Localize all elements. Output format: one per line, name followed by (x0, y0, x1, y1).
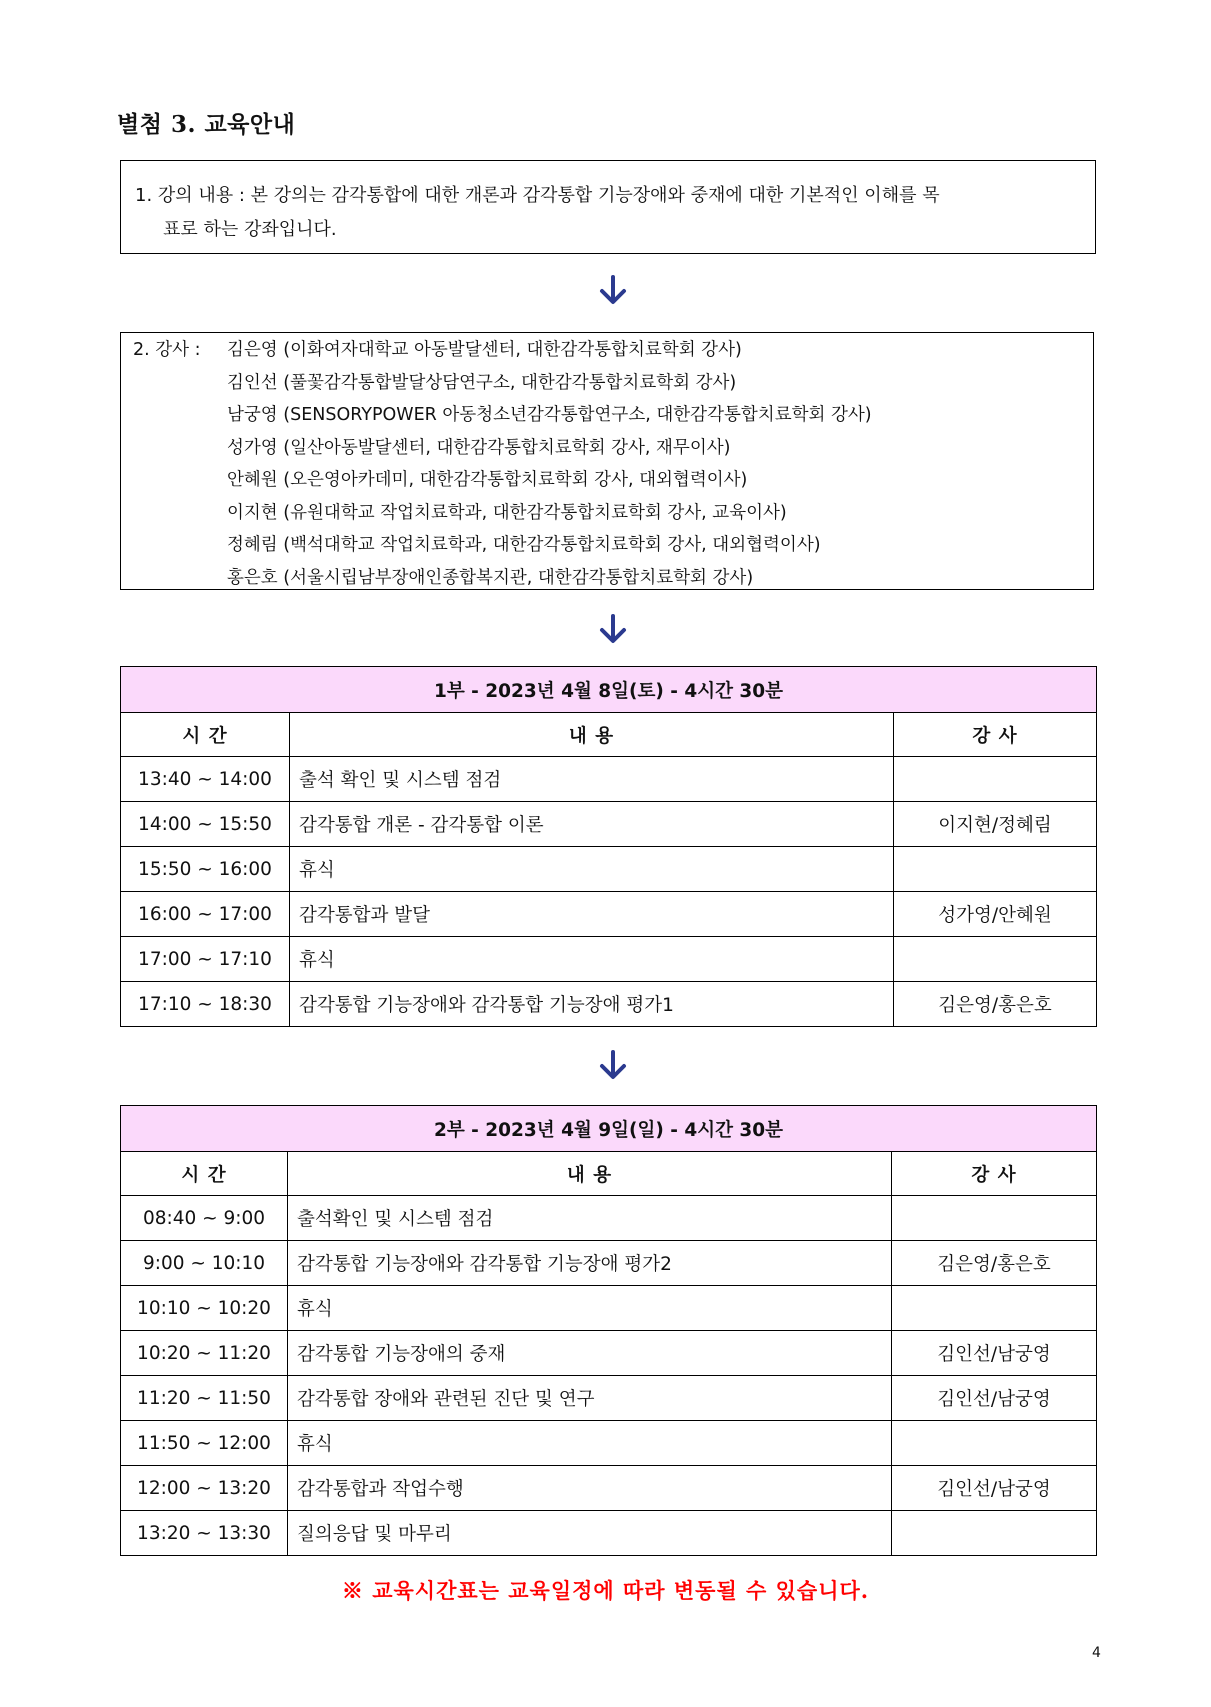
table-row (121, 1421, 1097, 1466)
col-header-time: 시 간 (121, 713, 290, 757)
time-cell: 10:10 ~ 10:20 (121, 1286, 288, 1331)
time-cell: 17:00 ~ 17:10 (121, 937, 290, 982)
content-cell: 감각통합과 작업수행 (288, 1466, 892, 1511)
instructor-item: 홍은호 (서울시립남부장애인종합복지관, 대한감각통합치료학회 강사) (227, 567, 754, 588)
lecture-content-box (120, 160, 1096, 254)
session2-title: 2부 - 2023년 4월 9일(일) - 4시간 30분 (121, 1106, 1097, 1152)
content-cell: 휴식 (288, 1421, 892, 1466)
down-arrow-icon (593, 273, 633, 309)
col-header-lecturer: 강 사 (894, 713, 1097, 757)
lecturer-cell: 이지현/정혜림 (894, 802, 1097, 847)
lecturer-cell (892, 1421, 1097, 1466)
table-row (121, 1511, 1097, 1556)
col-header-time: 시 간 (121, 1152, 288, 1196)
content-cell: 휴식 (290, 847, 894, 892)
table-row (121, 1466, 1097, 1511)
time-cell: 9:00 ~ 10:10 (121, 1241, 288, 1286)
instructor-item: 성가영 (일산아동발달센터, 대한감각통합치료학회 강사, 재무이사) (227, 437, 731, 458)
content-cell: 질의응답 및 마무리 (288, 1511, 892, 1556)
lecturer-cell: 성가영/안혜원 (894, 892, 1097, 937)
table-row (121, 1376, 1097, 1421)
session2-schedule-table (120, 1105, 1097, 1556)
instructor-item: 김은영 (이화여자대학교 아동발달센터, 대한감각통합치료학회 강사) (227, 340, 742, 360)
time-cell: 12:00 ~ 13:20 (121, 1466, 288, 1511)
lecturer-cell: 김인선/남궁영 (892, 1331, 1097, 1376)
content-cell: 감각통합 장애와 관련된 진단 및 연구 (288, 1376, 892, 1421)
content-cell: 감각통합 기능장애의 중재 (288, 1331, 892, 1376)
lecturer-cell: 김인선/남궁영 (892, 1376, 1097, 1421)
lecturer-cell (892, 1286, 1097, 1331)
content-cell: 감각통합 기능장애와 감각통합 기능장애 평가1 (290, 982, 894, 1027)
instructor-item: 정혜림 (백석대학교 작업치료학과, 대한감각통합치료학회 강사, 대외협력이사) (227, 535, 821, 555)
instructor-item: 남궁영 (SENSORYPOWER 아동청소년감각통합연구소, 대한감각통합치료학회 강사) (227, 405, 872, 425)
time-cell: 15:50 ~ 16:00 (121, 847, 290, 892)
content-cell: 감각통합과 발달 (290, 892, 894, 937)
content-cell: 휴식 (288, 1286, 892, 1331)
instructor-row (133, 529, 1081, 562)
instructor-row (133, 367, 1081, 400)
time-cell: 11:50 ~ 12:00 (121, 1421, 288, 1466)
content-cell: 출석확인 및 시스템 점검 (288, 1196, 892, 1241)
table-row (121, 802, 1097, 847)
instructor-row (133, 432, 1081, 465)
lecture-content-line1: 1. 강의 내용 : 본 강의는 감각통합에 대한 개론과 감각통합 기능장애와 중재에 대한 기본적인 이해를 목 (135, 185, 940, 206)
down-arrow-icon (593, 1048, 633, 1084)
down-arrow-icon (593, 612, 633, 648)
instructor-item: 이지현 (유원대학교 작업치료학과, 대한감각통합치료학회 강사, 교육이사) (227, 502, 787, 523)
lecture-content-line2: 표로 하는 강좌입니다. (163, 219, 337, 240)
instructor-row (133, 562, 1081, 595)
lecturer-cell: 김은영/홍은호 (894, 982, 1097, 1027)
content-cell: 휴식 (290, 937, 894, 982)
table-row (121, 982, 1097, 1027)
lecturer-cell (892, 1196, 1097, 1241)
time-cell: 08:40 ~ 9:00 (121, 1196, 288, 1241)
time-cell: 17:10 ~ 18:30 (121, 982, 290, 1027)
instructor-row (133, 334, 1081, 367)
content-cell: 감각통합 개론 - 감각통합 이론 (290, 802, 894, 847)
content-cell: 출석 확인 및 시스템 점검 (290, 757, 894, 802)
time-cell: 13:40 ~ 14:00 (121, 757, 290, 802)
time-cell: 16:00 ~ 17:00 (121, 892, 290, 937)
page-number: 4 (1092, 1645, 1101, 1661)
table-row (121, 1331, 1097, 1376)
table-row (121, 847, 1097, 892)
lecturer-cell (894, 757, 1097, 802)
instructor-item: 안혜원 (오은영아카데미, 대한감각통합치료학회 강사, 대외협력이사) (227, 470, 748, 490)
col-header-content: 내 용 (290, 713, 894, 757)
instructors-label: 2. 강사 : (133, 340, 201, 360)
schedule-change-notice: ※ 교육시간표는 교육일정에 따라 변동될 수 있습니다. (341, 1578, 870, 1603)
lecturer-cell: 김은영/홍은호 (892, 1241, 1097, 1286)
session1-schedule-table (120, 666, 1097, 1027)
time-cell: 14:00 ~ 15:50 (121, 802, 290, 847)
col-header-content: 내 용 (288, 1152, 892, 1196)
time-cell: 10:20 ~ 11:20 (121, 1331, 288, 1376)
instructor-row (133, 399, 1081, 432)
table-row (121, 937, 1097, 982)
instructor-item: 김인선 (풀꽃감각통합발달상담연구소, 대한감각통합치료학회 강사) (227, 372, 737, 393)
table-row (121, 757, 1097, 802)
table-row (121, 892, 1097, 937)
time-cell: 13:20 ~ 13:30 (121, 1511, 288, 1556)
col-header-lecturer: 강 사 (892, 1152, 1097, 1196)
content-cell: 감각통합 기능장애와 감각통합 기능장애 평가2 (288, 1241, 892, 1286)
time-cell: 11:20 ~ 11:50 (121, 1376, 288, 1421)
lecturer-cell (892, 1511, 1097, 1556)
page-title: 별첨 3. 교육안내 (117, 111, 296, 138)
session1-title: 1부 - 2023년 4월 8일(토) - 4시간 30분 (121, 667, 1097, 713)
instructor-row (133, 464, 1081, 497)
lecturer-cell: 김인선/남궁영 (892, 1466, 1097, 1511)
lecturer-cell (894, 847, 1097, 892)
table-row (121, 1196, 1097, 1241)
lecturer-cell (894, 937, 1097, 982)
table-row (121, 1286, 1097, 1331)
instructor-row (133, 497, 1081, 530)
table-row (121, 1241, 1097, 1286)
instructors-box (120, 332, 1094, 590)
